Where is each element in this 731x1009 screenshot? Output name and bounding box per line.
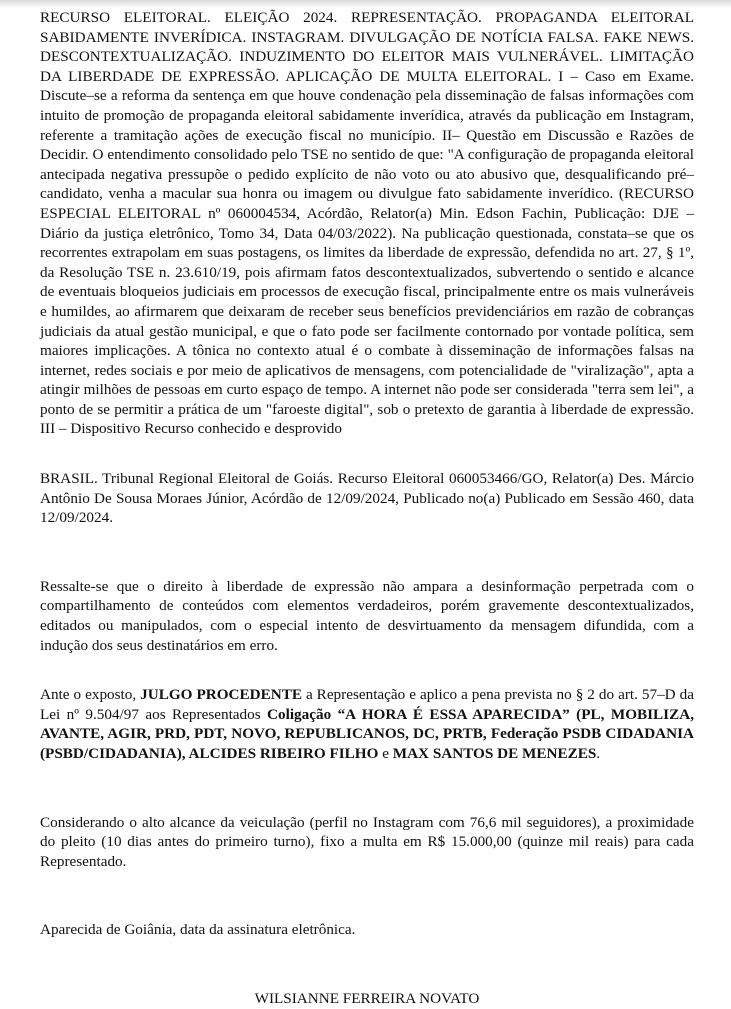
dispositivo-text-3: e (378, 745, 393, 762)
judge-signature: WILSIANNE FERREIRA NOVATO (254, 989, 480, 1007)
respondents-bold: Coligação “A HORA É ESSA APARECIDA” (PL, MOBILIZA, AVANTE, AGIR, PRD, PDT, NOVO, REPUBLICANOS, DC, PRTB, Federação PSDB CIDADANIA (PSBD/CIDADANIA), ALCIDES RIBEIRO FILHO (40, 705, 694, 762)
fine-paragraph: Considerando o alto alcance da veiculação (perfil no Instagram com 76,6 mil seguidores), a proximidade do pleito (10 dias antes do primeiro turno), fixo a multa em R$ 15.000,00 (quinze mil reais) para cada Representado. (40, 813, 694, 870)
document-page (40, 8, 694, 1009)
dispositivo-text-2: a Representação e aplico a pena prevista no § 2 do art. 57–D da Lei nº 9.504/97 aos Representados (40, 686, 694, 723)
ressalte-paragraph: Ressalte-se que o direito à liberdade de expressão não ampara a desinformação perpetrada com o compartilhamento de conteúdos com elementos verdadeiros, porém gravemente descontextualizados, editados ou manipulados, com o especial intento de desvirtuamento da mensagem difundida, com a indução dos seus destinatários em erro. (40, 577, 694, 654)
jurisprudence-citation: BRASIL. Tribunal Regional Eleitoral de Goiás. Recurso Eleitoral 060053466/GO, Relator(a) Des. Márcio Antônio De Sousa Moraes Júnior, Acórdão de 12/09/2024, Publicado no(a) Publicado em Sessão 460, data 12/09/2024. (40, 470, 694, 527)
dispositivo-text-1: Ante o exposto, (40, 686, 141, 704)
dispositivo-text-4: . (596, 745, 601, 762)
verdict-bold: JULGO PROCEDENTE (140, 686, 302, 704)
ementa-paragraph: RECURSO ELEITORAL. ELEIÇÃO 2024. REPRESENTAÇÃO. PROPAGANDA ELEITORAL SABIDAMENTE INVERÍDICA. INSTAGRAM. DIVULGAÇÃO DE NOTÍCIA FALSA. FAKE NEWS. DESCONTEXTUALIZAÇÃO. INDUZIMENTO DO ELEITOR MAIS VULNERÁVEL. LIMITAÇÃO DA LIBERDADE DE EXPRESSÃO. APLICAÇÃO DE MULTA ELEITORAL. I – Caso em Exame. Discute–se a reforma da sentença em que houve condenação pela disseminação de falsas informações com intuito de promoção de propaganda eleitoral sabidamente inverídica, através da publicação em Instagram, referente a tramitação ações de execução fiscal no município. II– Questão em Discussão e Razões de Decidir. O entendimento consolidado pelo TSE no sentido de que: "A configuração de propaganda eleitoral antecipada negativa pressupõe o pedido explícito de não voto ou ato abusivo que, desqualificando pré–candidato, venha a macular sua honra ou imagem ou divulgue fato sabidamente inverídico. (RECURSO ESPECIAL ELEITORAL nº 060004534, Acórdão, Relator(a) Min. Edson Fachin, Publicação: DJE – Diário da justiça eletrônico, Tomo 34, Data 04/03/2022). Na publicação questionada, constata–se que os recorrentes extrapolam em suas postagens, os limites da liberdade de expressão, defendida no art. 27, § 1º, da Resolução TSE n. 23.610/19, pois afirmam fatos descontextualizados, subvertendo o sentido e alcance de eventuais bloqueios judiciais em processos de execução fiscal, principalmente entre os mais vulneráveis e humildes, ao afirmarem que deixaram de receber seus benefícios previdenciários em razão de cobranças judiciais da atual gestão municipal, e que o fato pode ser facilmente contornado por vontade política, sem maiores implicações. A tônica no contexto atual é o combate à disseminação de informações falsas na internet, redes sociais e por meio de aplicativos de mensagens, com potencialidade de "viralização", apta a atingir milhões de pessoas em curto espaço de tempo. A internet não pode ser considerada "terra sem lei", a ponto de se permitir a prática de um "faroeste digital", sob o pretexto de garantia à liberdade de expressão. III – Dispositivo Recurso conhecido e desprovido (40, 9, 694, 438)
respondent-max-bold: MAX SANTOS DE MENEZES (392, 745, 597, 762)
dispositivo-paragraph (40, 685, 694, 763)
place-date-line: Aparecida de Goiânia, data da assinatura eletrônica. (40, 921, 356, 939)
page-top-shadow (0, 0, 731, 8)
